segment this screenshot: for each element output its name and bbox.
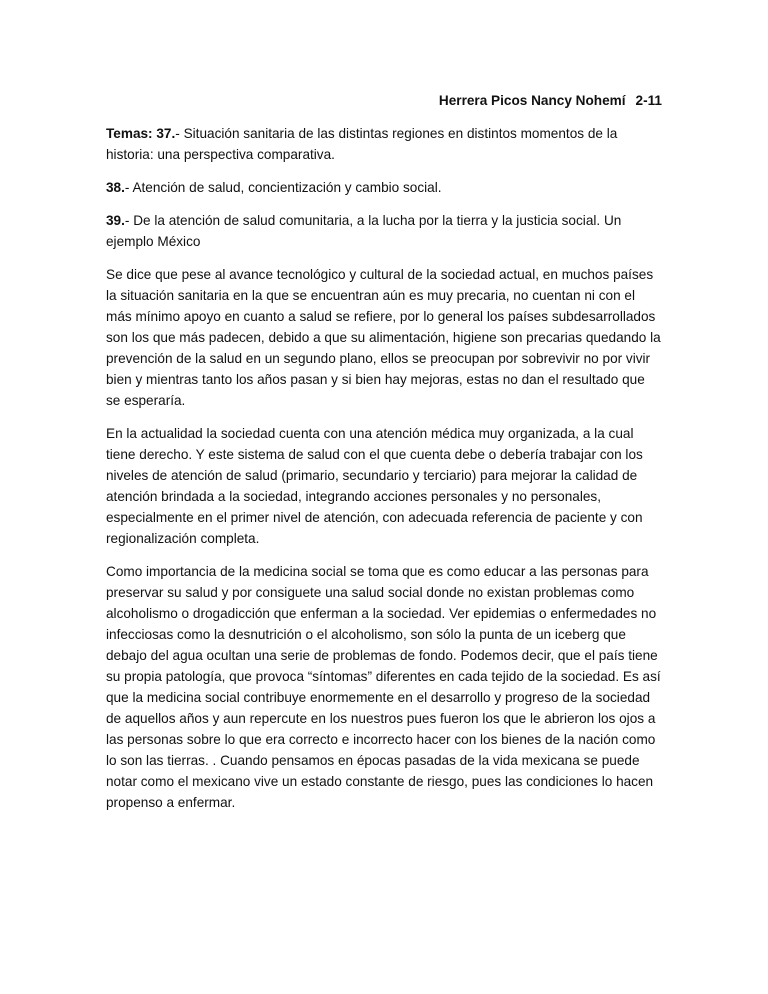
topic-38 — [106, 177, 662, 198]
topic-number: 38. — [106, 180, 125, 195]
document-body — [106, 90, 662, 825]
body-paragraph: Como importancia de la medicina social se toma que es como educar a las personas para preservar su salud y por consiguete una salud social donde no existan problemas como alcoholismo o drogadicción que enferman a la sociedad. Ver epidemias o enfermedades no infecciosas como la desnutrición o el alcoholismo, son sólo la punta de un iceberg que debajo del agua ocultan una serie de problemas de fondo. Podemos decir, que el país tiene su propia patología, que provoca “síntomas” diferentes en cada tejido de la sociedad. Es así que la medicina social contribuye enormemente en el desarrollo y progreso de la sociedad de aquellos años y aun repercute en los nuestros pues fueron los que le abrieron los ojos a las personas sobre lo que era correcto e incorrecto hacer con los bienes de la nación como lo son las tierras. . Cuando pensamos en épocas pasadas de la vida mexicana se puede notar como el mexicano vive un estado constante de riesgo, pues las condiciones lo hacen propenso a enfermar. — [106, 564, 661, 810]
topics-label: Temas: — [106, 126, 153, 141]
topic-37 — [106, 123, 662, 165]
author-name: Herrera Picos Nancy Nohemí — [438, 93, 626, 108]
topic-text: - Atención de salud, concientización y cambio social. — [124, 180, 442, 195]
topic-text: - De la atención de salud comunitaria, a la lucha por la tierra y la justicia social. Un ejemplo México — [106, 213, 622, 249]
topic-text: - Situación sanitaria de las distintas regiones en distintos momentos de la historia: una perspectiva comparativa. — [106, 126, 618, 162]
author-header — [106, 90, 662, 111]
topic-number: 39. — [106, 213, 125, 228]
topic-39 — [106, 210, 662, 252]
body-paragraph: Se dice que pese al avance tecnológico y cultural de la sociedad actual, en muchos países la situación sanitaria en la que se encuentran aún es muy precaria, no cuentan ni con el más mínimo apoyo en cuanto a salud se refiere, por lo general los países subdesarrollados son los que más padecen, debido a que su alimentación, higiene son precarias quedando la prevención de la salud en un segundo plano, ellos se preocupan por sobrevivir no por vivir bien y mientras tanto los años pasan y si bien hay mejoras, estas no dan el resultado que se esperaría. — [106, 267, 661, 408]
topics-section — [106, 123, 662, 252]
body-paragraph: En la actualidad la sociedad cuenta con una atención médica muy organizada, a la cual tiene derecho. Y este sistema de salud con el que cuenta debe o debería trabajar con los niveles de atención de salud (primario, secundario y terciario) para mejorar la calidad de atención brindada a la sociedad, integrando acciones personales y no personales, especialmente en el primer nivel de atención, con adecuada referencia de paciente y con regionalización completa. — [106, 426, 643, 546]
topic-number: 37. — [156, 126, 176, 141]
student-group: 2-11 — [635, 93, 662, 108]
